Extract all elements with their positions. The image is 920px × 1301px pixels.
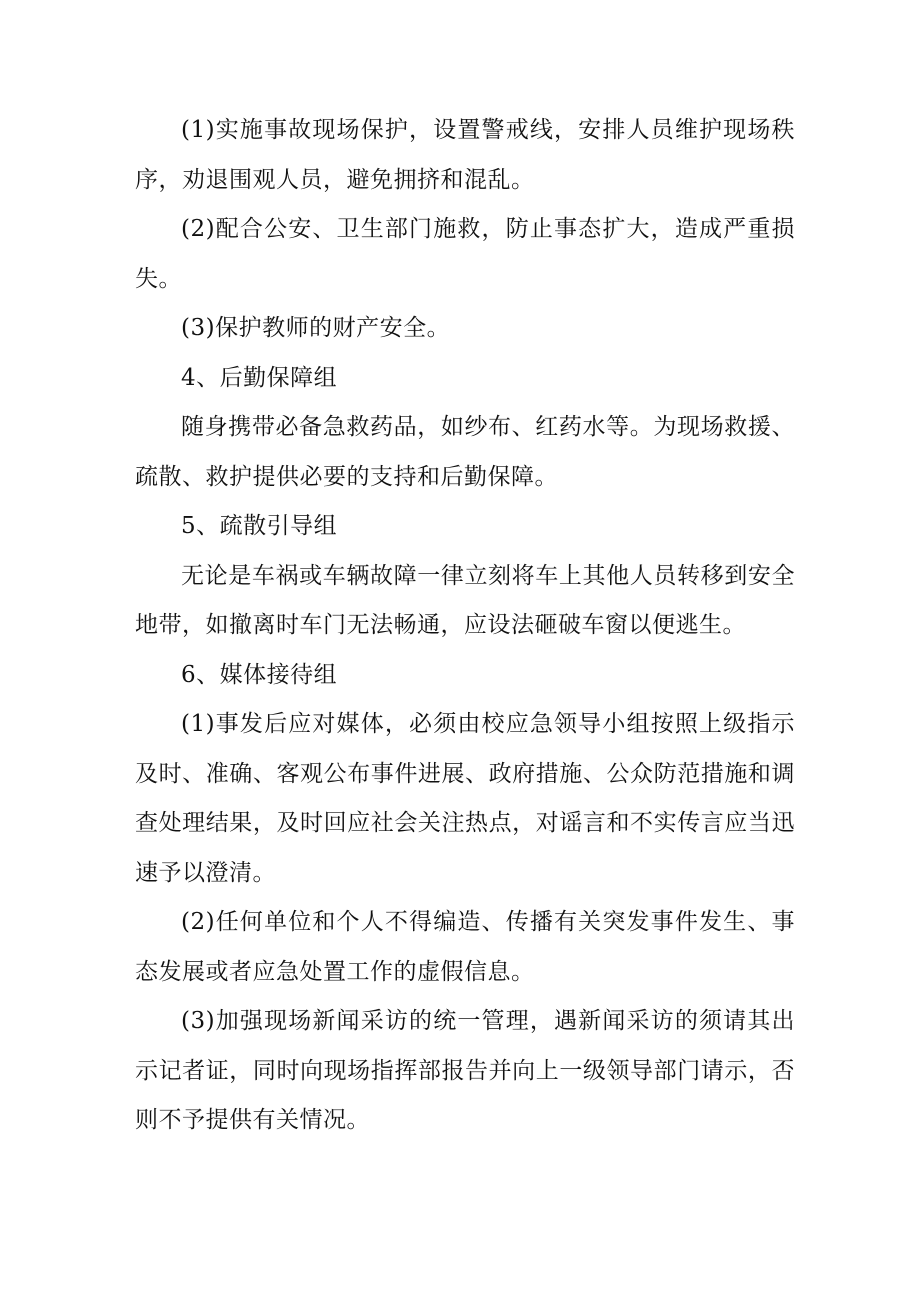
heading-logistics-group: 4、后勤保障组 [181,364,338,391]
paragraph-protect-property: (3)保护教师的财产安全。 [181,315,451,341]
paragraph-assist-rescue: (2)配合公安、卫生部门施救，防止事态扩大，造成严重损失。 [135,216,795,292]
heading-evacuation-group: 5、疏散引导组 [181,513,338,539]
document-body [135,106,795,1146]
paragraph-site-protection: (1)实施事故现场保护，设置警戒线，安排人员维护现场秩序，劝退围观人员，避免拥挤和混乱。 [135,117,795,193]
paragraph-media-response: (1)事发后应对媒体，必须由校应急领导小组按照上级指示及时、准确、客观公布事件进展、政府措施、公众防范措施和调查处理结果，及时回应社会关注热点，对谣言和不实传言应当迅速予以澄清。 [135,711,795,886]
paragraph-logistics: 随身携带必备急救药品，如纱布、红药水等。为现场救援、疏散、救护提供必要的支持和后勤保障。 [135,414,795,490]
paragraph-interview-management: (3)加强现场新闻采访的统一管理，遇新闻采访的须请其出示记者证，同时向现场指挥部报告并向上一级领导部门请示，否则不予提供有关情况。 [135,1008,795,1133]
paragraph-evacuation: 无论是车祸或车辆故障一律立刻将车上其他人员转移到安全地带，如撤离时车门无法畅通，应设法砸破车窗以便逃生。 [135,562,795,638]
heading-media-group: 6、媒体接待组 [181,661,338,688]
paragraph-no-false-info: (2)任何单位和个人不得编造、传播有关突发事件发生、事态发展或者应急处置工作的虚假信息。 [135,909,795,985]
